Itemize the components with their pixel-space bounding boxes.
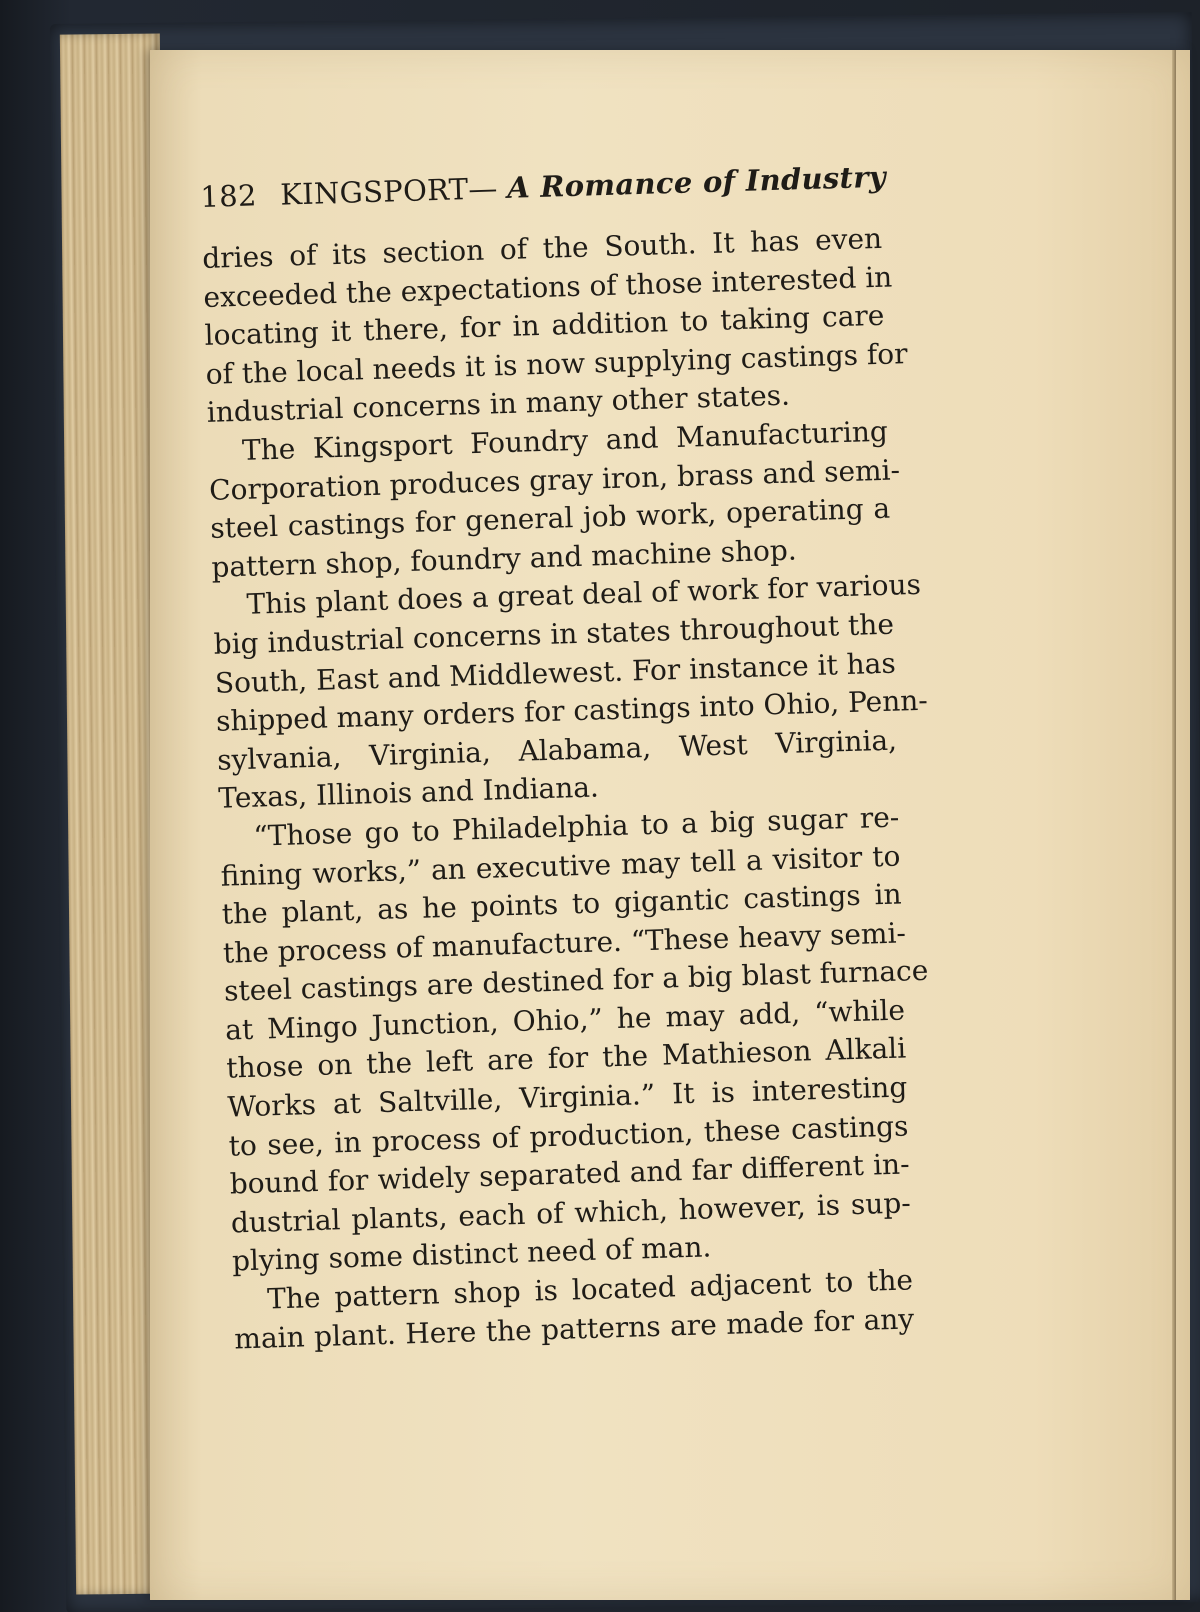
book-subtitle: A Romance of Industry [506,159,887,205]
text-line: big industrial concerns in states throughout the [213,607,895,661]
text-line: shipped many orders for castings into Ohio, Penn- [215,683,929,738]
text-line: exceeded the expectations of those interested in [202,260,893,314]
text-line: steel castings are destined for a big blast furnace [223,954,929,1008]
text-line: South, East and Middlewest. For instance it has [214,646,897,700]
page-gutter [1172,50,1176,1600]
text-line: at Mingo Junction, Ohio,” he may add, “while [224,993,906,1047]
text-line: The Kingsport Foundry and Manufacturing [241,414,889,467]
text-line: dries of its section of the South. It has even [201,221,883,275]
text-line: the plant, as he points to gigantic castings in [221,877,902,931]
text-line: locating it there, for in addition to taking care [204,298,885,353]
text-line: steel castings for general job work, operating a [209,491,891,545]
text-line: sylvania, Virginia, Alabama, West Virginia, [216,723,898,777]
text-line: industrial concerns in many other states. [206,378,791,430]
text-line: bound for widely separated and far different in- [229,1147,910,1201]
text-line: main plant. Here the patterns are made for any [233,1301,915,1356]
text-line: dustrial plants, each of which, however, is sup- [230,1186,912,1240]
text-line: to see, in process of production, these castings [228,1109,909,1163]
text-line: plying some distinct need of man. [231,1230,712,1278]
page-number: 182 [200,178,258,214]
text-line: This plant does a great deal of work for various [246,568,922,622]
text-line: fining works,” an executive may tell a visitor to [220,839,901,893]
text-line: Texas, Illinois and Indiana. [217,770,600,816]
text-line: “Those go to Philadelphia to a big sugar re- [252,800,900,853]
text-line: The pattern shop is located adjacent to the [266,1263,914,1316]
book-title: KINGSPORT— [279,171,499,212]
text-line: pattern shop, foundry and machine shop. [210,533,798,584]
text-line: of the local needs it is now supplying castings for [205,336,908,391]
text-line: the process of manufacture. “These heavy semi- [222,916,907,970]
text-line: those on the left are for the Mathieson Alkali [225,1031,907,1086]
text-line: Works at Saltville, Virginia.” It is interesting [227,1070,908,1124]
page-text-block [200,159,929,1359]
text-line: Corporation produces gray iron, brass and semi- [208,452,901,507]
